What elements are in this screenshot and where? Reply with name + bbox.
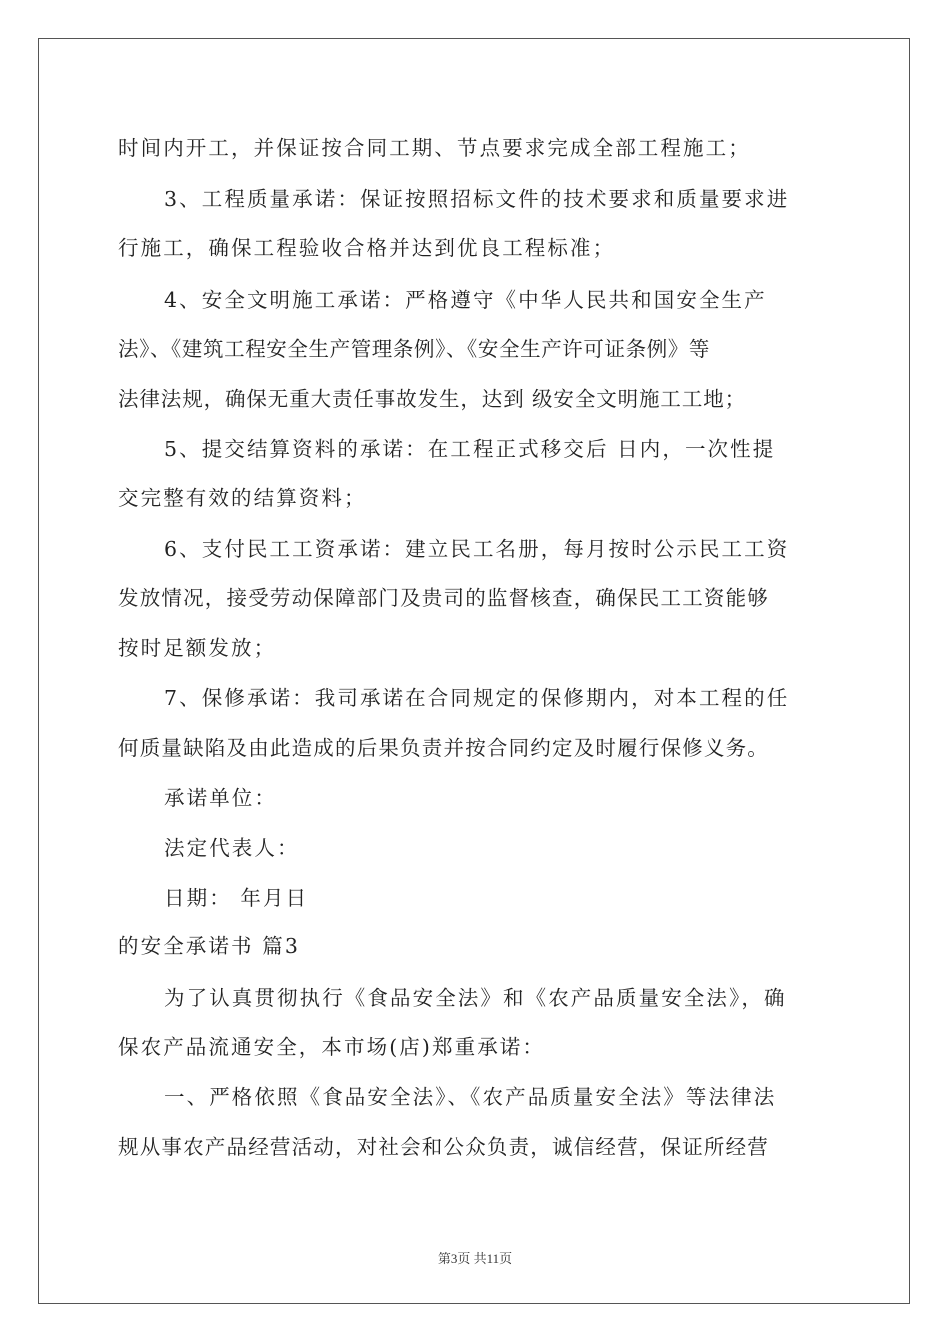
- text-line: 保农产品流通安全，本市场(店)郑重承诺：: [118, 1035, 545, 1059]
- date-label: 日期： 年月日: [164, 886, 309, 910]
- text-line: 何质量缺陷及由此造成的后果负责并按合同约定及时履行保修义务。: [118, 736, 769, 760]
- text-line: 6、支付民工工资承诺：建立民工名册，每月按时公示民工工资: [164, 537, 790, 561]
- signature-unit-label: 承诺单位：: [164, 786, 277, 810]
- text-line: 为了认真贯彻执行《食品安全法》和《农产品质量安全法》，确: [164, 986, 787, 1010]
- text-line: 规从事农产品经营活动，对社会和公众负责，诚信经营，保证所经营: [118, 1135, 769, 1159]
- text-line: 行施工，确保工程验收合格并达到优良工程标准；: [118, 236, 616, 260]
- text-line: 交完整有效的结算资料；: [118, 486, 367, 510]
- text-line: 法》、《建筑工程安全生产管理条例》、《安全生产许可证条例》等: [118, 337, 710, 361]
- text-line: 发放情况，接受劳动保障部门及贵司的监督核查，确保民工工资能够: [118, 586, 769, 610]
- text-line: 3、工程质量承诺：保证按照招标文件的技术要求和质量要求进: [164, 187, 790, 211]
- text-line: 法律法规，确保无重大责任事故发生，达到 级安全文明施工工地；: [118, 387, 747, 411]
- text-line: 5、提交结算资料的承诺：在工程正式移交后 日内，一次性提: [164, 437, 776, 461]
- text-line: 时间内开工，并保证按合同工期、节点要求完成全部工程施工；: [118, 136, 751, 160]
- text-line: 7、保修承诺：我司承诺在合同规定的保修期内，对本工程的任: [164, 686, 790, 710]
- text-line: 4、安全文明施工承诺：严格遵守《中华人民共和国安全生产: [164, 288, 767, 312]
- text-line: 一、严格依照《食品安全法》、《农产品质量安全法》等法律法: [164, 1085, 777, 1109]
- page-number: 第3页 共11页: [437, 1251, 513, 1266]
- text-line: 按时足额发放；: [118, 636, 277, 660]
- page-border: [38, 38, 910, 1304]
- section-heading: 的安全承诺书 篇3: [118, 934, 300, 958]
- legal-representative-label: 法定代表人：: [164, 836, 300, 860]
